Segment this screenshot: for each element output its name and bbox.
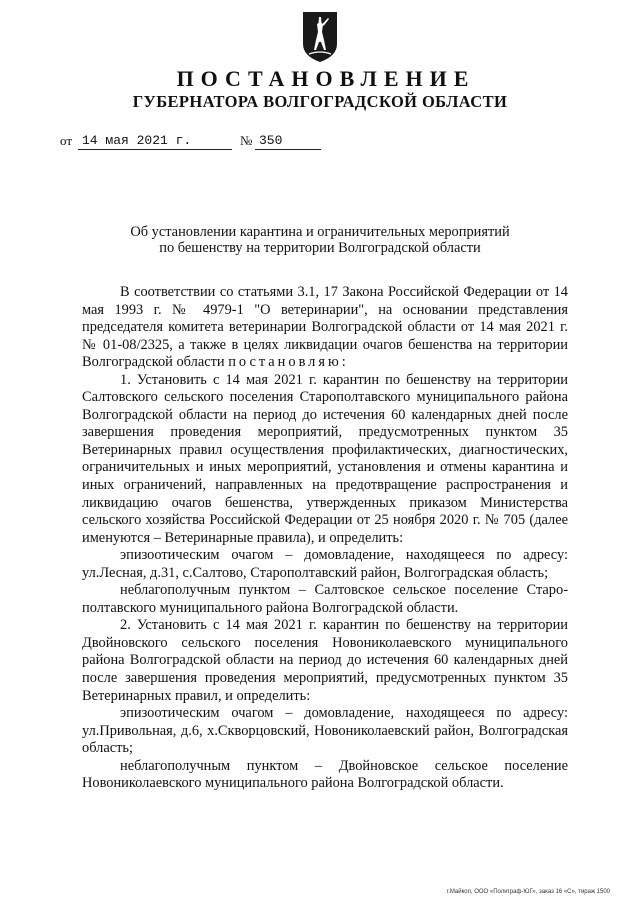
clause-1-locality-paragraph: неблагополучным пунктом – Салтовское сельское поселение Старополтавского муниципального района Волгоградской области.	[82, 582, 568, 616]
date-prefix-label: от	[60, 133, 73, 148]
coat-of-arms-icon	[300, 10, 340, 64]
resolve-word: постановляю:	[228, 354, 349, 371]
clause-2-paragraph: 2. Установить с 14 мая 2021 г. карантин по бешенству на территории Двойновского сельского поселения Новониколаевского муниципального района Волгоградской области на период до истечения 60 календарных дней после завершения проведения мероприятий, предусмотренных пунктом 35 Ветеринарных правил, и определить:	[82, 617, 568, 704]
print-imprint-note: г.Майкоп, ООО «Полиграф-ЮГ», заказ 16 «С», тираж 1500	[446, 889, 610, 895]
document-title-line-1: Об установлении карантина и ограничительных мероприятий	[130, 224, 510, 240]
number-sign-label: №	[240, 133, 253, 148]
coat-of-arms-emblem	[300, 10, 340, 64]
document-title	[0, 224, 640, 256]
document-type-heading: ПОСТАНОВЛЕНИЕ	[176, 66, 476, 91]
clause-2-locality-paragraph: неблагополучным пунктом – Двойновское сельское поселение Новониколаевского муниципального района Волгоградской области.	[82, 757, 568, 792]
clause-1-paragraph: 1. Установить с 14 мая 2021 г. карантин по бешенству на территории Салтовского сельского поселения Старополтавского муниципального района Волгоградской области на период до истечения 60 календарных дней после завершения проведения мероприятий, предусмотренных пунктом 35 Ветеринарных правил осуществления профилактических, диагностических, ограничительных и иных мероприятий, установления и отмены карантина и иных ограничений, направленных на предотвращение распространения и ликвидацию очагов бешенства, утвержденных приказом Министерства сельского хозяйства Российской Федерации от 25 ноября 2020 г. № 705 (далее именуются – Ветеринарные правила), и определить:	[82, 371, 568, 546]
document-body	[82, 284, 568, 793]
issuer-heading: ГУБЕРНАТОРА ВОЛГОГРАДСКОЙ ОБЛАСТИ	[132, 92, 508, 111]
document-number-field: 350	[255, 132, 321, 150]
date-number-line	[60, 128, 360, 152]
clause-2-outbreak-paragraph: эпизоотическим очагом – домовладение, находящееся по адресу: ул.Привольная, д.6, х.Скворцовский, Новониколаевский район, Волгоградская область;	[82, 705, 568, 757]
document-date-field: 14 мая 2021 г.	[78, 132, 232, 150]
clause-1-outbreak-paragraph: эпизоотическим очагом – домовладение, находящееся по адресу: ул.Лесная, д.31, с.Салтово, Старополтавский район, Волгоградская область;	[82, 547, 568, 581]
preamble-text: В соответствии со статьями 3.1, 17 Закона Российской Федерации от 14 мая 1993 г. № 4979-1 "О ветеринарии", на основании представления председателя комитета ветеринарии Волгоградской области от 14 мая 2021 г. № 01-08/2325, а также в целях ликвидации очагов бешенства на территории Волгоградской области	[82, 284, 568, 371]
preamble-paragraph	[82, 284, 568, 372]
document-title-line-2: по бешенству на территории Волгоградской области	[159, 240, 481, 256]
